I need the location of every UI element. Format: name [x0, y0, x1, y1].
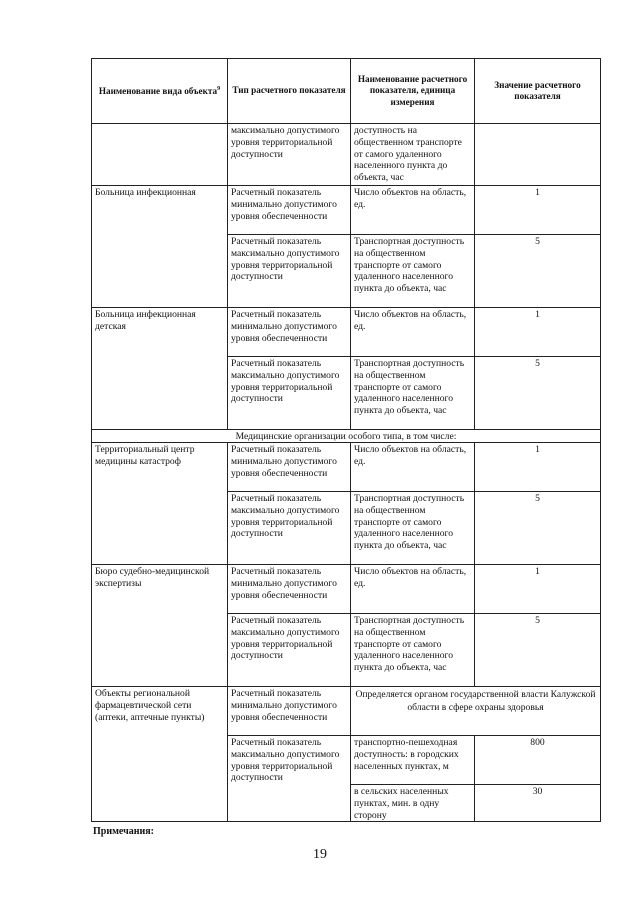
page-number: 19: [313, 847, 327, 862]
indicator-type-cell: максимально допустимого уровня территориальной доступности: [228, 124, 351, 186]
object-cell: Территориальный центр медицины катастроф: [92, 443, 228, 565]
indicator-name-cell: Транспортная доступность на общественном транспорте от самого удаленного населенного пункта до объекта, час: [351, 614, 475, 687]
object-cell: [92, 124, 228, 186]
indicator-name-cell: доступность на общественном транспорте от самого удаленного населенного пункта до объекта, час: [351, 124, 475, 186]
header-indicator-value: Значение расчетного показателя: [475, 59, 601, 124]
table-row: [92, 308, 601, 357]
indicator-value-cell: 30: [475, 785, 601, 822]
indicator-type-cell: Расчетный показатель минимально допустимого уровня обеспеченности: [228, 565, 351, 614]
table-row: [92, 565, 601, 614]
indicator-type-cell: Расчетный показатель максимально допустимого уровня территориальной доступности: [228, 736, 351, 822]
indicator-type-cell: Расчетный показатель минимально допустимого уровня обеспеченности: [228, 687, 351, 736]
notes-label: Примечания:: [93, 826, 155, 837]
indicator-value-cell: 1: [475, 308, 601, 357]
indicator-note-cell: Определяется органом государственной власти Калужской области в сфере охраны здоровья: [351, 687, 601, 736]
indicator-name-cell: Транспортная доступность на общественном транспорте от самого удаленного населенного пункта до объекта, час: [351, 492, 475, 565]
indicator-name-cell: Число объектов на область, ед.: [351, 565, 475, 614]
indicator-type-cell: Расчетный показатель максимально допустимого уровня территориальной доступности: [228, 235, 351, 308]
indicator-name-cell: Транспортная доступность на общественном транспорте от самого удаленного населенного пункта до объекта, час: [351, 357, 475, 430]
header-indicator-name: Наименование расчетного показателя, единица измерения: [351, 59, 475, 124]
indicator-value-cell: 1: [475, 186, 601, 235]
indicator-value-cell: 5: [475, 235, 601, 308]
header-indicator-type: Тип расчетного показателя: [228, 59, 351, 124]
indicator-name-cell: в сельских населенных пунктах, мин. в одну сторону: [351, 785, 475, 822]
indicator-name-cell: транспортно-пешеходная доступность: в городских населенных пунктах, м: [351, 736, 475, 785]
object-cell: Больница инфекционная: [92, 186, 228, 308]
indicator-name-cell: Число объектов на область, ед.: [351, 186, 475, 235]
indicator-value-cell: 5: [475, 492, 601, 565]
indicator-name-cell: Число объектов на область, ед.: [351, 443, 475, 492]
indicator-type-cell: Расчетный показатель минимально допустимого уровня обеспеченности: [228, 186, 351, 235]
section-row: [92, 430, 601, 443]
indicator-name-cell: Число объектов на область, ед.: [351, 308, 475, 357]
header-object-type: Наименование вида объекта$^9$: [92, 59, 228, 124]
indicator-type-cell: Расчетный показатель минимально допустимого уровня обеспеченности: [228, 308, 351, 357]
indicator-value-cell: 1: [475, 565, 601, 614]
indicator-value-cell: 5: [475, 357, 601, 430]
object-cell: Объекты региональной фармацевтической сети (аптеки, аптечные пункты): [92, 687, 228, 822]
table-row: [92, 443, 601, 492]
footnote-marker: 9: [217, 86, 221, 93]
indicator-value-cell: 5: [475, 614, 601, 687]
table-row: [92, 687, 601, 736]
indicator-type-cell: Расчетный показатель максимально допустимого уровня территориальной доступности: [228, 614, 351, 687]
indicator-type-cell: Расчетный показатель максимально допустимого уровня территориальной доступности: [228, 357, 351, 430]
indicator-value-cell: 800: [475, 736, 601, 785]
table-row: [92, 124, 601, 186]
object-cell: Бюро судебно-медицинской экспертизы: [92, 565, 228, 687]
indicator-name-cell: Транспортная доступность на общественном транспорте от самого удаленного населенного пункта до объекта, час: [351, 235, 475, 308]
table-row: [92, 186, 601, 235]
indicator-value-cell: 1: [475, 443, 601, 492]
indicator-type-cell: Расчетный показатель минимально допустимого уровня обеспеченности: [228, 443, 351, 492]
section-heading: Медицинские организации особого типа, в том числе:: [92, 430, 601, 443]
indicator-value-cell: [475, 124, 601, 186]
indicator-type-cell: Расчетный показатель максимально допустимого уровня территориальной доступности: [228, 492, 351, 565]
table-header-row: [92, 59, 601, 124]
indicators-table: [91, 58, 601, 822]
object-cell: Больница инфекционная детская: [92, 308, 228, 430]
